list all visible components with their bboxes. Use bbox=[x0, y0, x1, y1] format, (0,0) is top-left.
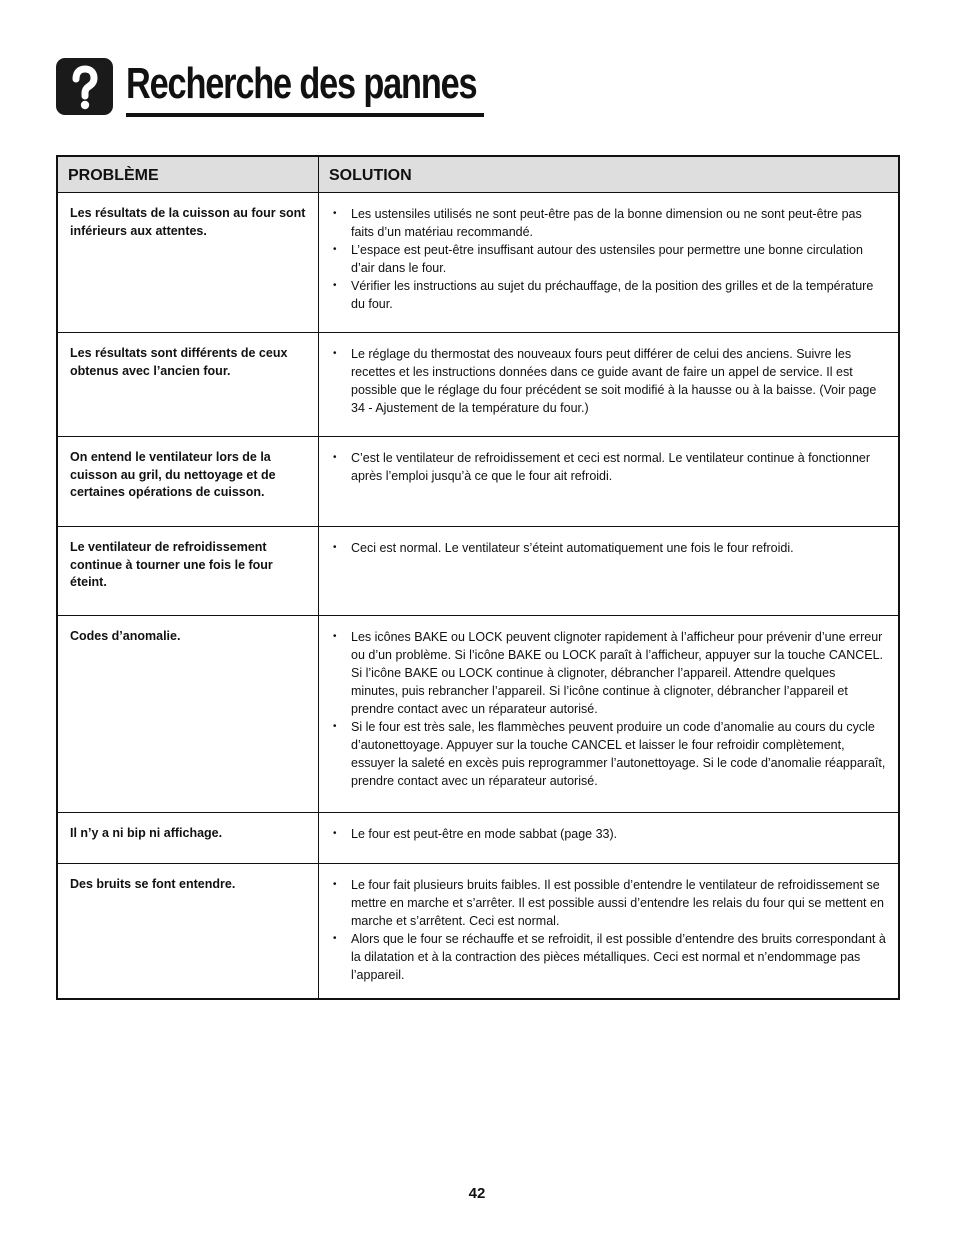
solution-item: • L’espace est peut-être insuffisant autour des ustensiles pour permettre une bonne circulation d’air dans le four. bbox=[331, 241, 886, 277]
solution-cell bbox=[319, 333, 898, 436]
table-row bbox=[58, 863, 898, 998]
solution-list bbox=[331, 876, 886, 984]
solution-item: • C’est le ventilateur de refroidissement et ceci est normal. Le ventilateur continue à fonctionner après l’emploi jusqu’à ce que le four ait refroidi. bbox=[331, 449, 886, 485]
solution-list bbox=[331, 449, 886, 485]
solution-item: • Le four fait plusieurs bruits faibles. Il est possible d’entendre le ventilateur de refroidissement se mettre en marche et s’arrêter. Il est possible aussi d’entendre les relais du four qui se mettent en marche et s’arrêtent. Ceci est normal. bbox=[331, 876, 886, 930]
table-row bbox=[58, 332, 898, 436]
table-row bbox=[58, 526, 898, 615]
solution-column-header: SOLUTION bbox=[329, 167, 412, 184]
solution-list bbox=[331, 825, 886, 843]
solution-item: • Ceci est normal. Le ventilateur s’éteint automatiquement une fois le four refroidi. bbox=[331, 539, 886, 557]
solution-item: • Le réglage du thermostat des nouveaux fours peut différer de celui des anciens. Suivre les recettes et les instructions données dans ce guide avant de faire un appel de service. Il est possible que le réglage du four précédent se soit modifié à la hausse ou à la baisse. (Voir page 34 - Ajustement de la température du four.) bbox=[331, 345, 886, 417]
solution-cell bbox=[319, 437, 898, 526]
solution-list bbox=[331, 539, 886, 557]
problem-column-header: PROBLÈME bbox=[58, 157, 319, 192]
problem-cell: On entend le ventilateur lors de la cuisson au gril, du nettoyage et de certaines opérations de cuisson. bbox=[58, 437, 319, 526]
problem-cell: Des bruits se font entendre. bbox=[58, 864, 319, 998]
solution-list bbox=[331, 345, 886, 417]
page-title: Recherche des pannes bbox=[126, 59, 477, 108]
problem-cell: Le ventilateur de refroidissement continue à tourner une fois le four éteint. bbox=[58, 527, 319, 615]
solution-cell bbox=[319, 527, 898, 615]
solution-item: • Si le four est très sale, les flammèches peuvent produire un code d’anomalie au cours du cycle d’autonettoyage. Appuyer sur la touche CANCEL et laisser le four refroidir complètement, essuyer la saleté en excès puis reprogrammer l’autonettoyage. Si le code d’anomalie réapparaît, prendre contact avec un réparateur autorisé. bbox=[331, 718, 886, 790]
table-row bbox=[58, 436, 898, 526]
table-row bbox=[58, 812, 898, 863]
problem-cell: Codes d’anomalie. bbox=[58, 616, 319, 812]
solution-item: • Alors que le four se réchauffe et se refroidit, il est possible d’entendre des bruits correspondant à la dilatation et à la contraction des pièces métalliques. Ceci est normal et n’endommage pas l’appareil. bbox=[331, 930, 886, 984]
solution-list bbox=[331, 205, 886, 313]
solution-item: • Les ustensiles utilisés ne sont peut-être pas de la bonne dimension ou ne sont peut-être pas faits d’un matériau recommandé. bbox=[331, 205, 886, 241]
troubleshooting-table bbox=[56, 155, 900, 1000]
solution-cell bbox=[319, 193, 898, 332]
table-row bbox=[58, 192, 898, 332]
table-header-row bbox=[58, 157, 898, 192]
problem-cell: Il n’y a ni bip ni affichage. bbox=[58, 813, 319, 863]
solution-item: • Vérifier les instructions au sujet du préchauffage, de la position des grilles et de la température du four. bbox=[331, 277, 886, 313]
solution-cell bbox=[319, 864, 898, 998]
solution-cell bbox=[319, 616, 898, 812]
solution-item: • Le four est peut-être en mode sabbat (page 33). bbox=[331, 825, 886, 843]
table-row bbox=[58, 615, 898, 812]
title-underline bbox=[126, 113, 484, 117]
problem-cell: Les résultats de la cuisson au four sont inférieurs aux attentes. bbox=[58, 193, 319, 332]
question-mark-icon bbox=[56, 58, 113, 115]
solution-item: • Les icônes BAKE ou LOCK peuvent clignoter rapidement à l’afficheur pour prévenir d’une erreur ou d’un problème. Si l’icône BAKE ou LOCK paraît à l’afficheur, appuyer sur la touche CANCEL. Si l’icône BAKE ou LOCK continue à clignoter, débrancher l’appareil. Attendre quelques minutes, puis rebrancher l’appareil. Si l’icône continue à clignoter, débrancher l’appareil et prendre contact avec un réparateur autorisé. bbox=[331, 628, 886, 718]
page-number: 42 bbox=[468, 1185, 486, 1202]
solution-cell bbox=[319, 813, 898, 863]
problem-cell: Les résultats sont différents de ceux obtenus avec l’ancien four. bbox=[58, 333, 319, 436]
solution-list bbox=[331, 628, 886, 790]
